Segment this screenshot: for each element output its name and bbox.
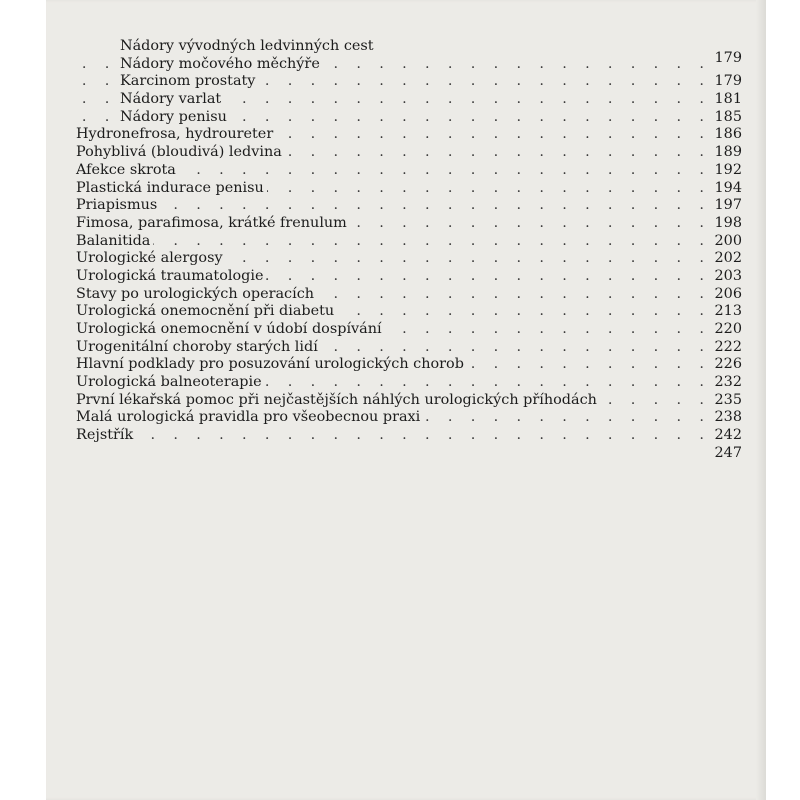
- toc-entry-title: Hydronefrosa, hydroureter: [76, 126, 276, 144]
- toc-entry-page: 186: [714, 126, 742, 143]
- toc-entry-page: 238: [714, 409, 742, 426]
- toc-entry: [76, 303, 742, 321]
- toc-entry-page: 194: [714, 179, 742, 196]
- toc-entry: [76, 427, 742, 445]
- toc-entry-title: Karcinom prostaty: [120, 73, 258, 91]
- toc-entry-page: 200: [714, 232, 742, 249]
- toc-entry-title: Urogenitální choroby starých lidí: [76, 339, 321, 357]
- page-edge-shadow: [756, 0, 766, 800]
- toc-entry: [76, 126, 742, 144]
- toc-entry-page: 202: [714, 250, 742, 267]
- toc-entry-title: Rejstřík: [76, 427, 136, 445]
- toc-entry: [76, 445, 742, 463]
- toc-entry-page: 192: [714, 161, 742, 178]
- toc-entry-title: Nádory varlat: [120, 91, 224, 109]
- toc-entry: [76, 356, 742, 374]
- toc-entry-title: Urologická balneoterapie: [76, 374, 265, 392]
- toc-entry-page: 179: [714, 49, 742, 66]
- toc-entry-page: 222: [714, 338, 742, 355]
- toc-entry-page: 206: [714, 285, 742, 302]
- toc-entry: [76, 38, 742, 56]
- toc-entry-title: Urologická traumatologie: [76, 268, 266, 286]
- toc-entry: [76, 180, 742, 198]
- toc-entry-title: Fimosa, parafimosa, krátké frenulum: [76, 215, 350, 233]
- toc-entry: [76, 162, 742, 180]
- toc-entry-title: Nádory vývodných ledvinných cest: [120, 38, 377, 56]
- toc-entry-page: 197: [714, 197, 742, 214]
- toc-entry-page: 235: [714, 391, 742, 408]
- toc-entry-page: 189: [714, 144, 742, 161]
- toc-entry-title: Nádory penisu: [120, 109, 230, 127]
- toc-entry: [76, 268, 742, 286]
- toc-entry-page: 220: [714, 321, 742, 337]
- toc-entry-title: Hlavní podklady pro posuzování urologických chorob: [76, 356, 467, 374]
- toc-entry-title: Balanitida: [76, 233, 153, 251]
- toc-entry-page: 232: [714, 374, 742, 391]
- dot-leader: [76, 197, 704, 215]
- toc-entry: [76, 49, 742, 74]
- toc-entry-page: 242: [714, 427, 742, 444]
- toc-entry-page: 203: [714, 267, 742, 284]
- toc-entry: [76, 215, 742, 233]
- toc-entry-title: Pohyblivá (bloudivá) ledvina: [76, 144, 285, 162]
- toc-entry-title: Stavy po urologických operacích: [76, 286, 317, 304]
- toc-entry-title: Malá urologická pravidla pro všeobecnou praxi: [76, 409, 423, 427]
- toc-entry: [76, 392, 742, 410]
- toc-entry-title: Priapismus: [76, 197, 160, 215]
- toc-entry-title: Urologická onemocnění při diabetu: [76, 303, 337, 321]
- toc-entry: [76, 197, 742, 215]
- toc-entry-page: 181: [714, 91, 742, 108]
- toc-entry: [76, 286, 742, 304]
- toc-entry: [76, 73, 742, 91]
- toc-entry-title: Urologické alergosy: [76, 250, 226, 268]
- toc-entry: [76, 233, 742, 251]
- toc-entry-page: 179: [714, 73, 742, 90]
- toc-entry: [76, 144, 742, 162]
- toc-entry-page: 226: [714, 356, 742, 373]
- table-of-contents: [76, 38, 742, 463]
- toc-entry: [76, 91, 742, 109]
- toc-entry-title: Urologická onemocnění v údobí dospívání: [76, 321, 385, 339]
- dot-leader: [76, 427, 704, 445]
- toc-entry-page: 213: [714, 303, 742, 320]
- toc-entry-page: 198: [714, 214, 742, 231]
- toc-entry-title: Nádory močového měchýře: [120, 56, 323, 74]
- toc-entry: [76, 321, 742, 339]
- toc-entry: [76, 250, 742, 268]
- toc-entry-title: První lékařská pomoc při nejčastějších náhlých urologických příhodách: [76, 392, 600, 410]
- toc-entry-title: Plastická indurace penisu: [76, 180, 267, 198]
- toc-entry: [76, 109, 742, 127]
- toc-entry: [76, 409, 742, 427]
- toc-entry-page: 247: [714, 444, 742, 461]
- toc-entry-title: Afekce skrota: [76, 162, 179, 180]
- dot-leader: [76, 233, 704, 251]
- toc-entry: [76, 374, 742, 392]
- toc-entry: [76, 339, 742, 357]
- toc-entry-page: 185: [714, 108, 742, 125]
